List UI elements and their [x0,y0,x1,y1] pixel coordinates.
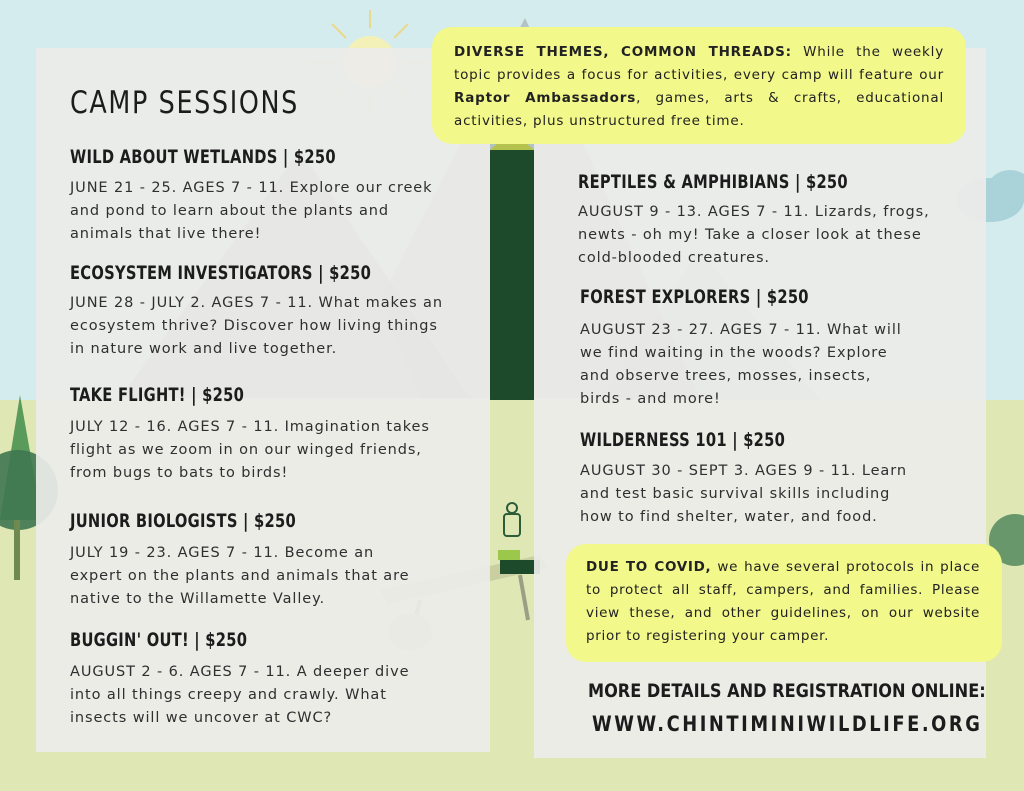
session-description: JUNE 28 - JULY 2. AGES 7 - 11. What makes an ecosystem thrive? Discover how living things in nature work and live together. [70,295,443,357]
session-description: AUGUST 9 - 13. AGES 7 - 11. Lizards, frogs, newts - oh my! Take a closer look at these cold-blooded creatures. [578,204,930,266]
tree-trunk-shape [490,150,534,400]
covid-callout-text: we have several protocols in place to protect all staff, campers, and families. Please view these, and other guidelines, on our website prior to registering your camper. [586,559,980,644]
covid-callout-lead: DUE TO COVID, [586,559,712,575]
themes-callout-text: While the weekly topic provides a focus for activities, every camp will feature our [454,44,944,83]
covid-callout [566,544,1002,662]
session-description: JULY 12 - 16. AGES 7 - 11. Imagination takes flight as we zoom in on our winged friends, from bugs to bats to birds! [70,419,430,481]
session-description: JUNE 21 - 25. AGES 7 - 11. Explore our creek and pond to learn about the plants and animals that live there! [70,180,433,242]
themes-callout [432,27,966,144]
session-title: ECOSYSTEM INVESTIGATORS | $250 [70,262,372,284]
raptor-ambassadors-text: Raptor Ambassadors [454,90,637,106]
session-description: AUGUST 23 - 27. AGES 7 - 11. What will we find waiting in the woods? Explore and observe trees, mosses, insects, birds - and more! [580,322,902,407]
website-link[interactable]: WWW.CHINTIMINIWILDLIFE.ORG [592,712,983,736]
session-title: JUNIOR BIOLOGISTS | $250 [70,510,296,532]
session-description: AUGUST 30 - SEPT 3. AGES 9 - 11. Learn and test basic survival skills including how to find shelter, water, and food. [580,463,907,525]
session-title: WILD ABOUT WETLANDS | $250 [70,146,336,168]
session-title: BUGGIN' OUT! | $250 [70,629,248,651]
registration-heading: MORE DETAILS AND REGISTRATION ONLINE: [588,680,986,702]
session-title: TAKE FLIGHT! | $250 [70,384,245,406]
session-title: REPTILES & AMPHIBIANS | $250 [578,171,848,193]
tree-trunk-icon [14,520,20,580]
session-description: JULY 19 - 23. AGES 7 - 11. Become an expert on the plants and animals that are native to the Willamette Valley. [70,545,410,607]
lantern-icon [504,503,520,536]
session-description: AUGUST 2 - 6. AGES 7 - 11. A deeper dive into all things creepy and crawly. What insects will we uncover at CWC? [70,664,410,726]
themes-callout-text-end: , games, arts & crafts, educational activities, plus unstructured free time. [454,90,944,129]
camp-sessions-title: CAMP SESSIONS [70,85,299,121]
themes-callout-lead: DIVERSE THEMES, COMMON THREADS: [454,44,792,60]
session-title: WILDERNESS 101 | $250 [580,429,786,451]
session-title: FOREST EXPLORERS | $250 [580,286,809,308]
